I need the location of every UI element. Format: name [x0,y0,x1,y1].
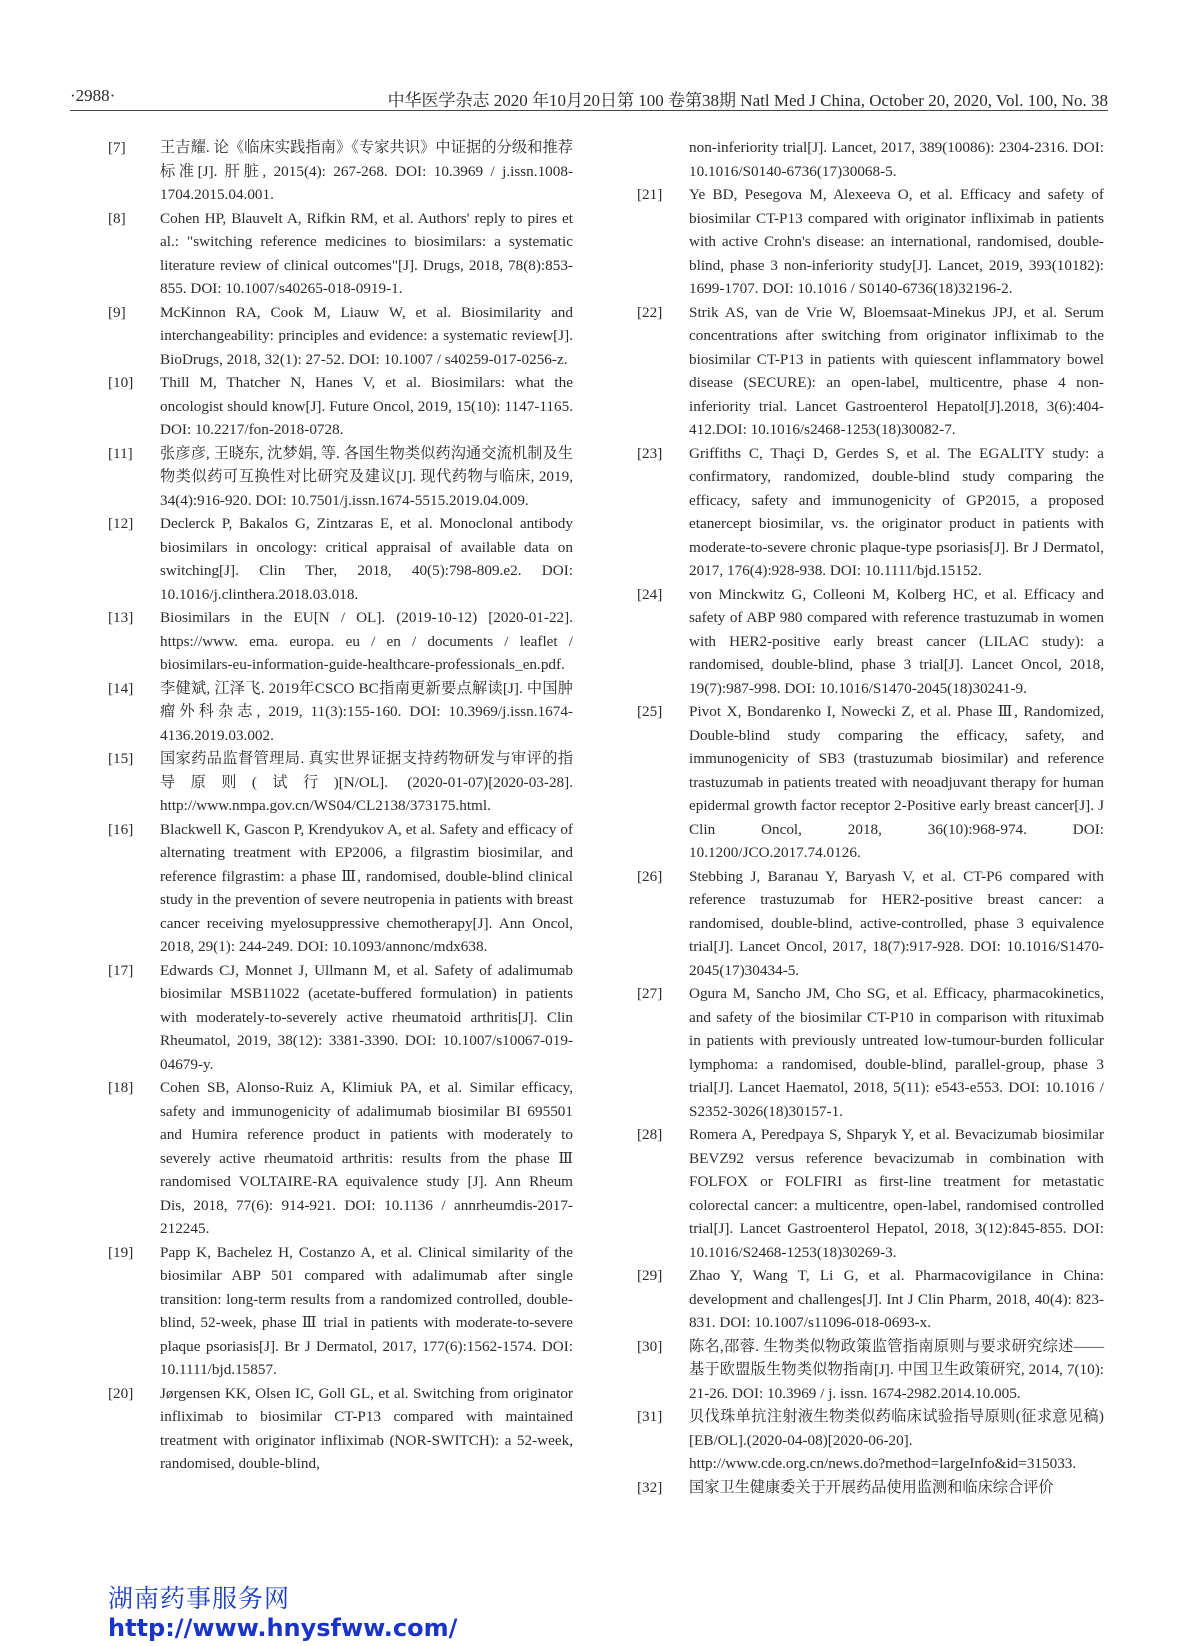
page-number: ·2988· [70,86,116,105]
reference-item [108,747,573,818]
reference-item [108,1241,573,1382]
reference-item [637,301,1104,442]
reference-text: 张彦彦, 王晓东, 沈梦娟, 等. 各国生物类似药沟通交流机制及生物类似药可互换性对比研究及建议[J]. 现代药物与临床, 2019, 34(4):916-920. DOI: 10.7501/j.issn.1674-5515.2019.04.009. [160,444,573,509]
reference-item [108,606,573,677]
reference-item [637,183,1104,301]
reference-item [637,442,1104,583]
reference-text: Cohen HP, Blauvelt A, Rifkin RM, et al. Authors' reply to pires et al.: "switching reference medicines to biosimilars: a systematic literature review of clinical outcomes"[J]. Drugs, 2018, 78(8):853-855. DOI: 10.1007/s40265-018-0919-1. [160,209,573,297]
reference-item [637,1123,1104,1264]
reference-number: [13] [108,609,134,626]
reference-number: [22] [637,303,663,321]
reference-text: Ogura M, Sancho JM, Cho SG, et al. Efficacy, pharmacokinetics, and safety of the biosimilar CT-P10 in comparison with rituximab in patients with previously untreated low-tumour-burden follicular lymphoma: a randomised, double-blind, parallel-group, phase 3 trial[J]. Lancet Haematol, 2018, 5(11): e543-e553. DOI: 10.1016 / S2352-3026(18)30157-1. [689,985,1104,1120]
reference-continuation [637,136,1104,183]
reference-number: [30] [637,1337,663,1355]
reference-item [108,818,573,959]
journal-citation: 中华医学杂志 2020 年10月20日第 100 卷第38期 Natl Med J China, October 20, 2020, Vol. 100, No. 38 [387,91,1108,110]
reference-number: [16] [108,820,134,838]
reference-item [108,677,573,748]
reference-text: Griffiths C, Thaçi D, Gerdes S, et al. The EGALITY study: a confirmatory, randomized, double-blind study comparing the efficacy, safety and immunogenicity of GP2015, a proposed etanercept biosimilar, vs. the originator product in patients with moderate-to-severe chronic plaque-type psoriasis[J]. Br J Dermatol, 2017, 176(4):928-938. DOI: 10.1111/bjd.15152. [689,444,1104,579]
reference-text: Zhao Y, Wang T, Li G, et al. Pharmacovigilance in China: development and challenges[J]. Int J Clin Pharm, 2018, 40(4): 823-831. DOI: 10.1007/s11096-018-0693-x. [689,1267,1104,1331]
reference-text: von Minckwitz G, Colleoni M, Kolberg HC, et al. Efficacy and safety of ABP 980 compared with reference trastuzumab in women with HER2-positive early breast cancer (LILAC study): a randomised, double-blind, phase 3 trial[J]. Lancet Oncol, 2018, 19(7):987-998. DOI: 10.1016/S1470-2045(18)30241-9. [689,585,1104,697]
reference-number: [20] [108,1384,134,1402]
reference-number: [17] [108,961,134,979]
reference-number: [31] [637,1408,663,1425]
reference-item [108,371,573,442]
reference-item [637,583,1104,701]
reference-text: Romera A, Peredpaya S, Shparyk Y, et al. Bevacizumab biosimilar BEVZ92 versus reference bevacizumab in combination with FOLFOX or FOLFIRI as first-line treatment for metastatic colorectal cancer: a multicentre, open-label, randomised controlled trial[J]. Lancet Gastroenterol Hepatol, 2018, 3(12):845-855. DOI: 10.1016/S2468-1253(18)30269-3. [689,1126,1104,1261]
reference-text: Ye BD, Pesegova M, Alexeeva O, et al. Efficacy and safety of biosimilar CT-P13 compared with originator infliximab in patients with active Crohn's disease: an international, randomised, double-blind, phase 3 non-inferiority study[J]. Lancet, 2019, 393(10182): 1699-1707. DOI: 10.1016 / S0140-6736(18)32196-2. [689,186,1104,297]
reference-text: Papp K, Bachelez H, Costanzo A, et al. Clinical similarity of the biosimilar ABP 501 compared with adalimumab after single transition: long-term results from a randomized controlled, double-blind, 52-week, phase Ⅲ trial in patients with moderate-to-severe plaque psoriasis[J]. Br J Dermatol, 2017, 177(6):1562-1574. DOI: 10.1111/bjd.15857. [160,1243,573,1378]
reference-number: [32] [637,1478,663,1496]
reference-text: 王吉耀. 论《临床实践指南》《专家共识》中证据的分级和推荐标准[J]. 肝脏, 2015(4): 267-268. DOI: 10.3969 / j.issn.1008-1704.2015.04.001. [160,139,573,203]
reference-number: [27] [637,985,663,1002]
reference-text: Declerck P, Bakalos G, Zintzaras E, et al. Monoclonal antibody biosimilars in oncology: critical appraisal of available data on switching[J]. Clin Ther, 2018, 40(5):798-809.e2. DOI: 10.1016/j.clinthera.2018.03.018. [160,515,573,603]
reference-column-left [108,136,573,1476]
reference-column-right [637,136,1104,1499]
reference-number: [14] [108,679,134,697]
reference-number: [29] [637,1267,663,1284]
reference-item [108,959,573,1077]
reference-text: 国家药品监督管理局. 真实世界证据支持药物研发与审评的指导原则(试行)[N/OL]. (2020-01-07)[2020-03-28]. http://www.nmpa.gov.cn/WS04/CL2138/373175.html. [160,750,573,814]
reference-item [108,512,573,606]
reference-text: Edwards CJ, Monnet J, Ullmann M, et al. Safety of adalimumab biosimilar MSB11022 (acetate-buffered formulation) in patients with moderately-to-severely active rheumatoid arthritis[J]. Clin Rheumatol, 2019, 38(12): 3381-3390. DOI: 10.1007/s10067-019-04679-y. [160,961,573,1073]
reference-number: [11] [108,444,133,462]
reference-item [108,207,573,301]
reference-text: 陈名,邵蓉. 生物类似物政策监管指南原则与要求研究综述——基于欧盟版生物类似物指南[J]. 中国卫生政策研究, 2014, 7(10): 21-26. DOI: 10.3969 / j. issn. 1674-2982.2014.10.005. [689,1337,1104,1402]
reference-text: McKinnon RA, Cook M, Liauw W, et al. Biosimilarity and interchangeability: principles and evidence: a systematic review[J]. BioDrugs, 2018, 32(1): 27-52. DOI: 10.1007 / s40259-017-0256-z. [160,303,573,368]
reference-item [108,442,573,513]
reference-text: Strik AS, van de Vrie W, Bloemsaat-Minekus JPJ, et al. Serum concentrations after switching from originator infliximab to the biosimilar CT-P13 in patients with quiescent inflammatory bowel disease (SECURE): an open-label, multicentre, phase 4 non-inferiority trial. Lancet Gastroenterol Hepatol[J].2018, 3(6):404-412.DOI: 10.1016/s2468-1253(18)30082-7. [689,303,1104,438]
reference-number: [21] [637,186,663,203]
reference-text: 贝伐珠单抗注射液生物类似药临床试验指导原则(征求意见稿)[EB/OL].(2020-04-08)[2020-06-20]. http://www.cde.org.cn/news.do?method=largeInfo&id=315033. [689,1408,1104,1472]
reference-text: Cohen SB, Alonso-Ruiz A, Klimiuk PA, et al. Similar efficacy, safety and immunogenicity of adalimumab biosimilar BI 695501 and Humira reference product in patients with moderately to severely active rheumatoid arthritis: results from the phase Ⅲ randomised VOLTAIRE-RA equivalence study [J]. Ann Rheum Dis, 2018, 77(6): 914-921. DOI: 10.1136 / annrheumdis-2017-212245. [160,1079,573,1237]
reference-item [637,1476,1104,1500]
reference-text: 国家卫生健康委关于开展药品使用监测和临床综合评价 [689,1478,1054,1496]
reference-text: Jørgensen KK, Olsen IC, Goll GL, et al. Switching from originator infliximab to biosimilar CT-P13 compared with maintained treatment with originator infliximab (NOR-SWITCH): a 52-week, randomised, double-blind, [160,1384,573,1472]
reference-text: Pivot X, Bondarenko I, Nowecki Z, et al. Phase Ⅲ, Randomized, Double-blind study comparing the efficacy, safety, and immunogenicity of SB3 (trastuzumab biosimilar) and reference trastuzumab in patients treated with neoadjuvant therapy for human epidermal growth factor receptor 2-Positive early breast cancer[J]. J Clin Oncol, 2018, 36(10):968-974. DOI: 10.1200/JCO.2017.74.0126. [689,703,1104,861]
reference-text: Biosimilars in the EU[N / OL]. (2019-10-12) [2020-01-22]. https://www. ema. europa. eu / en / documents / leaflet / biosimilars-eu-information-guide-healthcare-professionals_en.pdf. [160,609,573,673]
reference-item [637,1335,1104,1406]
reference-item [637,700,1104,865]
reference-number: [7] [108,139,126,156]
watermark-url[interactable]: http://www.hnysfww.com/ [108,1614,458,1642]
reference-item [108,136,573,207]
reference-item [637,1405,1104,1476]
reference-number: [25] [637,703,663,720]
reference-number: [18] [108,1079,134,1096]
reference-text: Blackwell K, Gascon P, Krendyukov A, et al. Safety and efficacy of alternating treatment with EP2006, a filgrastim biosimilar, and reference filgrastim: a phase Ⅲ, randomised, double-blind clinical study in the prevention of severe neutropenia in patients with breast cancer receiving myelosuppressive chemotherapy[J]. Ann Oncol, 2018, 29(1): 244-249. DOI: 10.1093/annonc/mdx638. [160,820,573,955]
header-rule [70,110,1108,111]
reference-number: [10] [108,374,134,391]
reference-number: [28] [637,1126,663,1143]
reference-item [108,1382,573,1476]
reference-number: [24] [637,585,663,603]
reference-number: [19] [108,1243,134,1261]
reference-item [637,865,1104,983]
reference-number: [12] [108,515,134,532]
reference-text: non-inferiority trial[J]. Lancet, 2017, 389(10086): 2304-2316. DOI: 10.1016/S0140-6736(17)30068-5. [689,139,1104,180]
watermark[interactable] [108,1584,457,1642]
reference-text: 李健斌, 江泽飞. 2019年CSCO BC指南更新要点解读[J]. 中国肿瘤外科杂志, 2019, 11(3):155-160. DOI: 10.3969/j.issn.1674-4136.2019.03.002. [160,679,573,744]
reference-number: [8] [108,209,126,227]
reference-text: Thill M, Thatcher N, Hanes V, et al. Biosimilars: what the oncologist should know[J]. Future Oncol, 2019, 15(10): 1147-1165. DOI: 10.2217/fon-2018-0728. [160,374,573,438]
reference-item [108,1076,573,1241]
reference-text: Stebbing J, Baranau Y, Baryash V, et al. CT-P6 compared with reference trastuzumab for HER2-positive breast cancer: a randomised, double-blind, active-controlled, phase 3 equivalence trial[J]. Lancet Oncol, 2017, 18(7):917-928. DOI: 10.1016/S1470-2045(17)30434-5. [689,867,1104,979]
reference-number: [9] [108,303,126,321]
reference-number: [26] [637,867,663,885]
reference-item [637,982,1104,1123]
reference-number: [15] [108,750,134,767]
reference-item [108,301,573,372]
reference-item [637,1264,1104,1335]
reference-number: [23] [637,444,663,462]
running-header [70,86,1108,110]
watermark-site-name: 湖南药事服务网 [108,1584,291,1613]
